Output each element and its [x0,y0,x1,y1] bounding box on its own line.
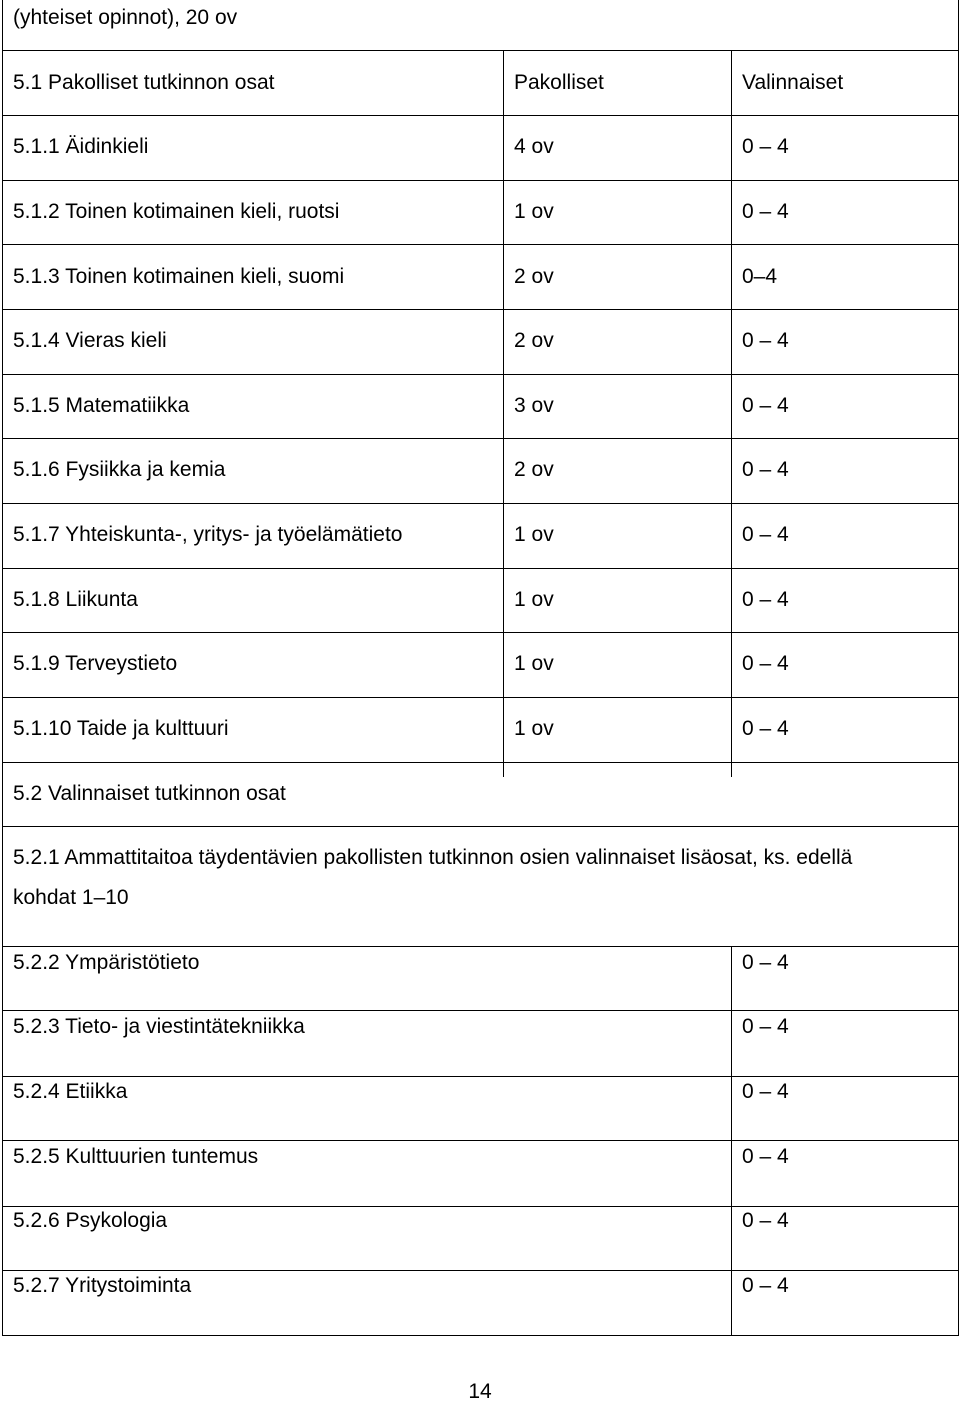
table-row-name: 5.1.1 Äidinkieli [13,135,149,158]
table-row-mandatory: 2 ov [514,329,554,352]
table-row-optional: 0 – 4 [742,1209,789,1232]
section-521-text-cont: kohdat 1–10 [13,886,129,909]
table-row-mandatory: 4 ov [514,135,554,158]
table-row-optional: 0 – 4 [742,200,789,223]
header-mandatory: Pakolliset [514,71,604,94]
table-row-optional: 0 – 4 [742,717,789,740]
table-row-optional: 0 – 4 [742,523,789,546]
table-row-optional: 0 – 4 [742,1145,789,1168]
table-row-name: 5.1.4 Vieras kieli [13,329,167,352]
table-title: (yhteiset opinnot), 20 ov [13,6,238,29]
table-row-optional: 0 – 4 [742,394,789,417]
table-row-name: 5.2.2 Ympäristötieto [13,951,200,974]
page-number: 14 [468,1380,492,1403]
table-row-optional: 0 – 4 [742,588,789,611]
table-row-mandatory: 3 ov [514,394,554,417]
table-row-name: 5.1.5 Matematiikka [13,394,190,417]
header-course-name: 5.1 Pakolliset tutkinnon osat [13,71,275,94]
table-row-optional: 0 – 4 [742,652,789,675]
table-row-name: 5.1.6 Fysiikka ja kemia [13,458,226,481]
table-row-mandatory: 1 ov [514,717,554,740]
table-row-optional: 0 – 4 [742,1080,789,1103]
table-row-optional: 0 – 4 [742,458,789,481]
table-row-optional: 0 – 4 [742,951,789,974]
table-row-name: 5.1.3 Toinen kotimainen kieli, suomi [13,265,345,288]
table-row-name: 5.2.7 Yritystoiminta [13,1274,192,1297]
table-row-mandatory: 1 ov [514,200,554,223]
table-row-name: 5.1.10 Taide ja kulttuuri [13,717,229,740]
table-row-optional: 0 – 4 [742,1274,789,1297]
table-row-mandatory: 1 ov [514,588,554,611]
table-row-optional: 0 – 4 [742,1015,789,1038]
table-row-optional: 0 – 4 [742,329,789,352]
table-row-name: 5.1.8 Liikunta [13,588,138,611]
table-row-mandatory: 1 ov [514,652,554,675]
table-row-mandatory: 1 ov [514,523,554,546]
table-row-name: 5.2.4 Etiikka [13,1080,128,1103]
section-52-heading: 5.2 Valinnaiset tutkinnon osat [13,782,286,805]
table-row-name: 5.1.9 Terveystieto [13,652,178,675]
table-row-name: 5.1.2 Toinen kotimainen kieli, ruotsi [13,200,340,223]
table-row-mandatory: 2 ov [514,458,554,481]
table-row-name: 5.2.5 Kulttuurien tuntemus [13,1145,259,1168]
table-row-mandatory: 2 ov [514,265,554,288]
section-521-text: 5.2.1 Ammattitaitoa täydentävien pakollisten tutkinnon osien valinnaiset lisäosat, ks. edellä [13,846,853,869]
table-row-optional: 0–4 [742,265,778,288]
table-row-name: 5.2.3 Tieto- ja viestintätekniikka [13,1015,305,1038]
table-row-name: 5.1.7 Yhteiskunta-, yritys- ja työelämätieto [13,523,403,546]
table-row-name: 5.2.6 Psykologia [13,1209,168,1232]
header-optional: Valinnaiset [742,71,844,94]
table-row-optional: 0 – 4 [742,135,789,158]
